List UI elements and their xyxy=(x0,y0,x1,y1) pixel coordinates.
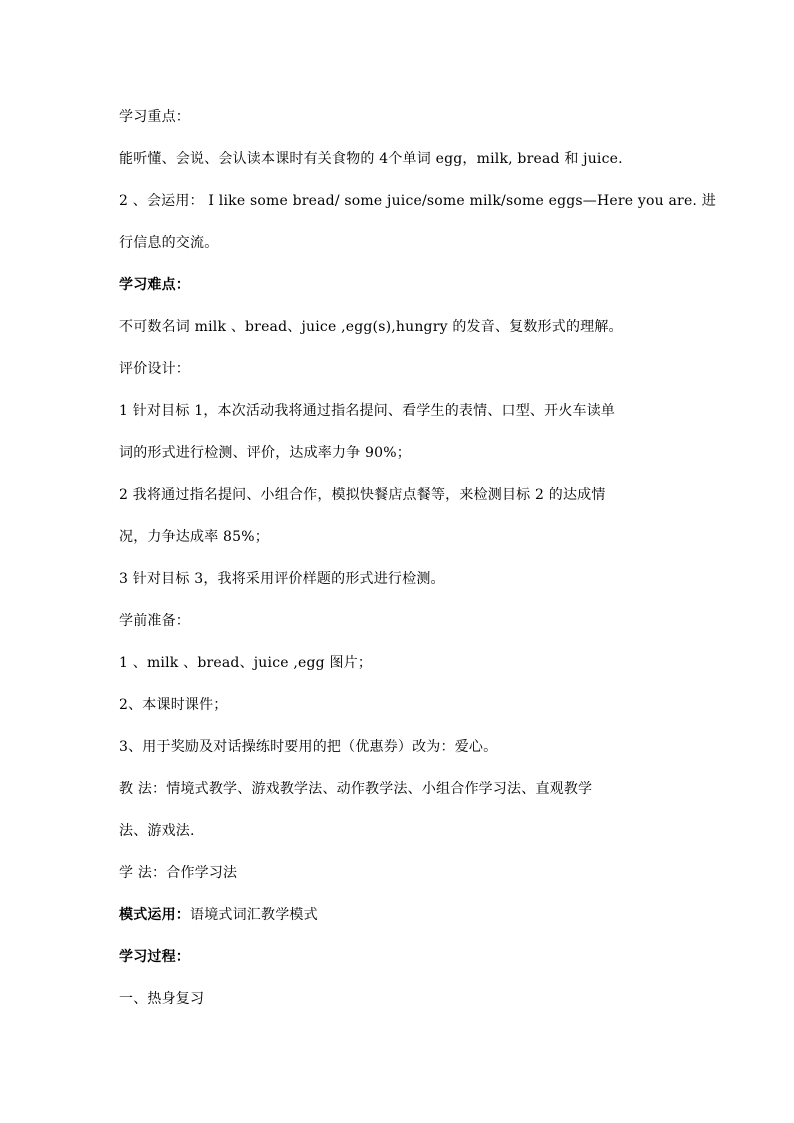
paragraph-line: 3、用于奖励及对话操练时要用的把（优惠券）改为：爱心。 xyxy=(119,739,498,755)
paragraph-line: 词的形式进行检测、评价，达成率力争 90%； xyxy=(119,445,411,461)
paragraph-line: 行信息的交流。 xyxy=(119,235,219,251)
section-warmup: 一、热身复习 xyxy=(119,991,205,1007)
paragraph-line: 3 针对目标 3，我将采用评价样题的形式进行检测。 xyxy=(119,571,445,587)
paragraph-line: 教 法：情境式教学、游戏教学法、动作教学法、小组合作学习法、直观教学 xyxy=(119,781,593,797)
paragraph-line: 2 、会运用： I like some bread/ some juice/some milk/some eggs—Here you are. 进 xyxy=(119,193,716,209)
paragraph-line: 1 、milk 、bread、juice ,egg 图片； xyxy=(119,655,373,671)
paragraph-line: 不可数名词 milk 、bread、juice ,egg(s),hungry 的发音、复数形式的理解。 xyxy=(119,319,623,335)
paragraph-line: 2、本课时课件； xyxy=(119,697,228,713)
paragraph-line: 况，力争达成率 85%； xyxy=(119,529,269,545)
heading-learning-process: 学习过程： xyxy=(119,949,190,965)
mode-application-label: 模式运用： xyxy=(119,907,190,923)
paragraph-line: 1 针对目标 1，本次活动我将通过指名提问、看学生的表情、口型、开火车读单 xyxy=(119,403,616,419)
mode-application-line xyxy=(119,905,679,925)
paragraph-line: 能听懂、会说、会认读本课时有关食物的 4个单词 egg，milk, bread 和 juice. xyxy=(119,151,623,167)
paragraph-line: 2 我将通过指名提问、小组合作，模拟快餐店点餐等，来检测目标 2 的达成情 xyxy=(119,487,606,503)
heading-preparation: 学前准备： xyxy=(119,613,190,629)
paragraph-line: 学 法：合作学习法 xyxy=(119,865,238,881)
heading-key-points: 学习重点： xyxy=(119,109,190,125)
heading-evaluation-design: 评价设计： xyxy=(119,361,190,377)
paragraph-line: 法、游戏法. xyxy=(119,823,195,839)
heading-difficult-points: 学习难点： xyxy=(119,277,190,293)
mode-application-value: 语境式词汇教学模式 xyxy=(190,907,318,923)
